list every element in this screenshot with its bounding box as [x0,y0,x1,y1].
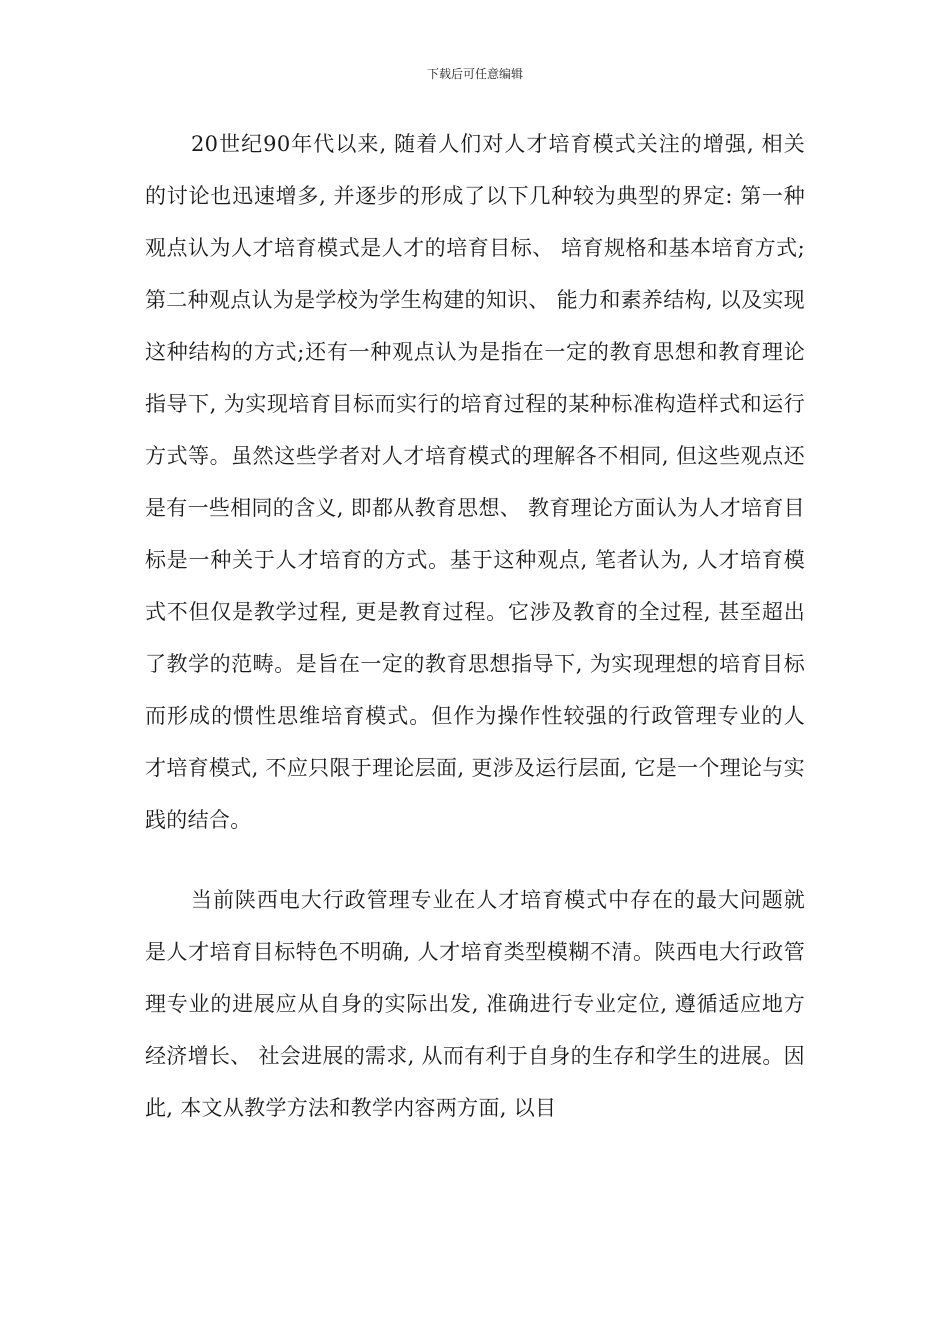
paragraph-spacer [145,846,805,874]
paragraph: 当前陕西电大行政管理专业在人才培育模式中存在的最大问题就是人才培育目标特色不明确, 人才培育类型模糊不清。陕西电大行政管理专业的进展应从自身的实际出发, 准确进行专业定位, 遵循适应地方经济增长、 社会进展的需求, 从而有利于自身的生存和学生的进展。因此, 本文从教学方法和教学内容两方面, 以目 [145,888,805,1120]
page-header: 下载后可任意编辑 [426,67,523,81]
paragraph: 20世纪90年代以来, 随着人们对人才培育模式关注的增强, 相关的讨论也迅速增多, 并逐步的形成了以下几种较为典型的界定: 第一种观点认为人才培育模式是人才的培育目标、 培育规格和基本培育方式;第二种观点认为是学校为学生构建的知识、 能力和素养结构, 以及实现这种结构的方式;还有一种观点认为是指在一定的教育思想和教育理论指导下, 为实现培育目标而实行的培育过程的某种标准构造样式和运行方式等。虽然这些学者对人才培育模式的理解各不相同, 但这些观点还是有一些相同的含义, 即都从教育思想、 教育理论方面认为人才培育目标是一种关于人才培育的方式。基于这种观点, 笔者认为, 人才培育模式不但仅是教学过程, 更是教育过程。它涉及教育的全过程, 甚至超出了教学的范畴。是旨在一定的教育思想指导下, 为实现理想的培育目标而形成的惯性思维培育模式。但作为操作性较强的行政管理专业的人才培育模式, 不应只限于理论层面, 更涉及运行层面, 它是一个理论与实践的结合。 [145,132,805,832]
document-body [145,118,805,1134]
